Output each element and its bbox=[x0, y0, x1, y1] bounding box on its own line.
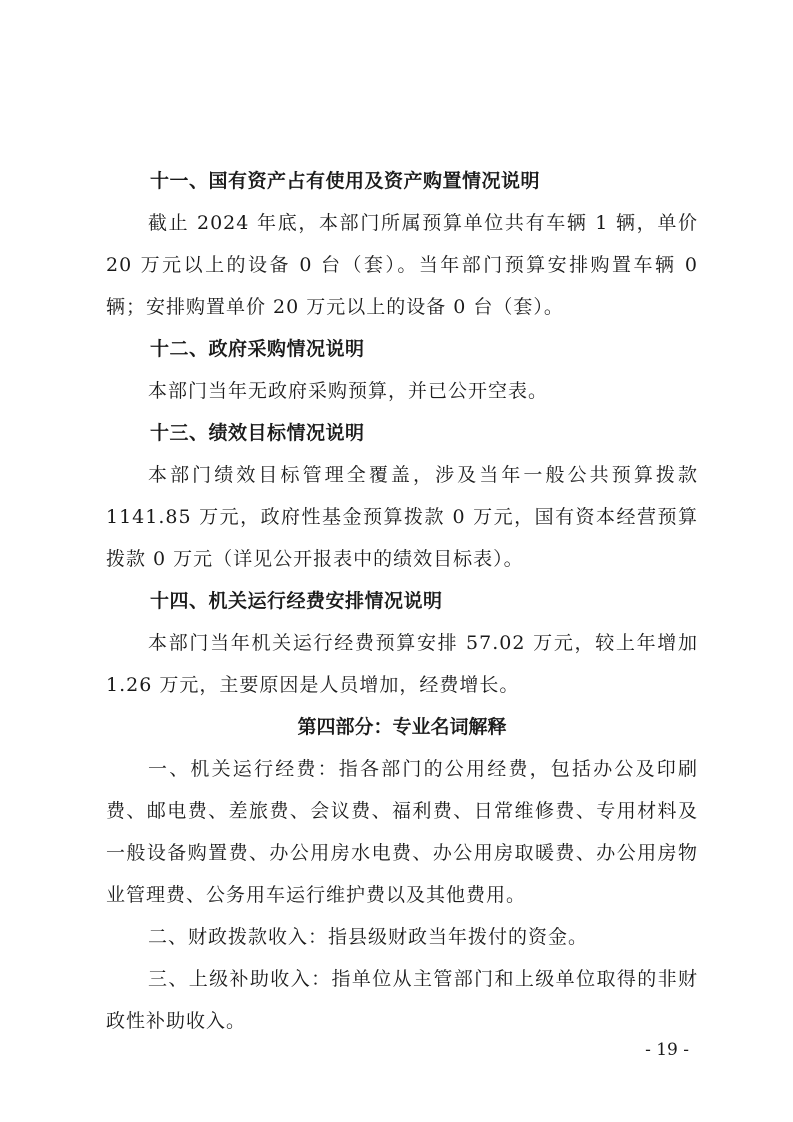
term-definition: 二、财政拨款收入：指县级财政当年拨付的资金。 bbox=[148, 926, 589, 948]
section-heading-13: 十三、绩效目标情况说明 bbox=[150, 422, 365, 444]
page-number: - 19 - bbox=[645, 1040, 689, 1060]
part-title: 第四部分：专业名词解释 bbox=[297, 716, 507, 738]
term-definition: 一、机关运行经费：指各部门的公用经费，包括办公及印刷费、邮电费、差旅费、会议费、福利费、日常维修费、专用材料及一般设备购置费、办公用房水电费、办公用房取暖费、办公用房物业管理费、公务用车运行维护费以及其他费用。 bbox=[106, 758, 698, 906]
section-paragraph: 本部门当年无政府采购预算，并已公开空表。 bbox=[148, 380, 549, 402]
section-paragraph: 截止 2024 年底，本部门所属预算单位共有车辆 1 辆，单价 20 万元以上的设备 0 台（套）。当年部门预算安排购置车辆 0 辆；安排购置单价 20 万元以上的设备 0 台（套）。 bbox=[106, 212, 698, 318]
term-definition: 三、上级补助收入：指单位从主管部门和上级单位取得的非财政性补助收入。 bbox=[106, 968, 698, 1032]
section-paragraph: 本部门绩效目标管理全覆盖，涉及当年一般公共预算拨款 1141.85 万元，政府性基金预算拨款 0 万元，国有资本经营预算拨款 0 万元（详见公开报表中的绩效目标表）。 bbox=[106, 464, 698, 570]
section-heading-12: 十二、政府采购情况说明 bbox=[150, 338, 365, 360]
section-heading-14: 十四、机关运行经费安排情况说明 bbox=[150, 590, 443, 612]
document-body bbox=[106, 160, 698, 1042]
section-paragraph: 本部门当年机关运行经费预算安排 57.02 万元，较上年增加 1.26 万元，主要原因是人员增加，经费增长。 bbox=[106, 632, 698, 696]
section-heading-11: 十一、国有资产占有使用及资产购置情况说明 bbox=[150, 170, 541, 192]
